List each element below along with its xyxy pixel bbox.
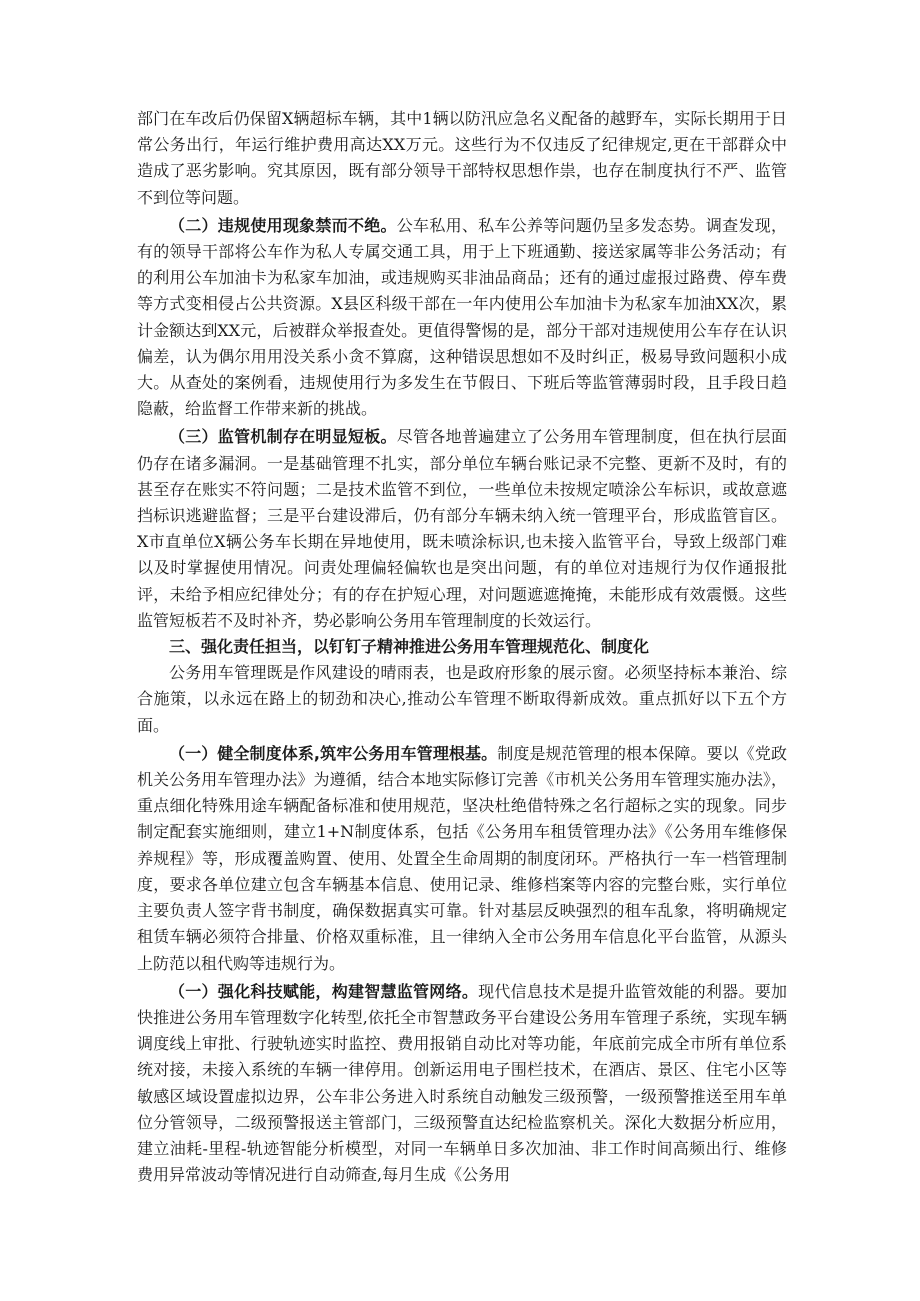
paragraph-continuation — [137, 106, 787, 211]
paragraph-body: 公车私用、私车公养等问题仍呈多发态势。调查发现，有的领导干部将公车作为私人专属交通工具，用于上下班通勤、接送家属等非公务活动；有的利用公车加油卡为私家车加油，或违规购买非油品商品；还有的通过虚报过路费、停车费等方式变相侵占公共资源。X县区科级干部在一年内使用公车加油卡为私家车加油XX次，累计金额达到XX元，后被群众举报查处。更值得警惕的是，部分干部对违规使用公车存在认识偏差，认为偶尔用用没关系小贪不算腐，这种错误思想如不及时纠正，极易导致问题积小成大。从查处的案例看，违规使用行为多发生在节假日、下班后等监管薄弱时段，且手段日趋隐蔽，给监督工作带来新的挑战。 — [137, 215, 787, 419]
measure-body: 现代信息技术是提升监管效能的利器。要加快推进公务用车管理数字化转型,依托全市智慧政务平台建设公务用车管理子系统，实现车辆调度线上审批、行驶轨迹实时监控、费用报销自动比对等功能，年底前完成全市所有单位系统对接，未接入系统的车辆一律停用。创新运用电子围栏技术，在酒店、景区、住宅小区等敏感区域设置虚拟边界，公车非公务进入时系统自动触发三级预警，一级预警推送至用车单位分管领导，二级预警报送主管部门，三级预警直达纪检监察机关。深化大数据分析应用，建立油耗-里程-轨迹智能分析模型，对同一车辆单日多次加油、非工作时间高频出行、维修费用异常波动等情况进行自动筛查,每月生成《公务用 — [137, 981, 787, 1185]
paragraph-violation-use — [137, 213, 787, 423]
paragraph-title: （二）违规使用现象禁而不绝。 — [169, 215, 397, 235]
paragraph-body: 尽管各地普遍建立了公务用车管理制度，但在执行层面仍存在诸多漏洞。一是基础管理不扎实，部分单位车辆台账记录不完整、更新不及时，有的甚至存在账实不符问题；二是技术监管不到位，一些单位未按规定喷涂公车标识，或故意遮挡标识逃避监督；三是平台建设滞后，仍有部分车辆未纳入统一管理平台，形成监管盲区。X市直单位X辆公务车长期在异地使用，既未喷涂标识,也未接入监管平台，导致上级部门难以及时掌握使用情况。问责处理偏轻偏软也是突出问题，有的单位对违规行为仅作通报批评，未给予相应纪律处分；有的存在护短心理，对问题遮遮掩掩，未能形成有效震慑。这些监管短板若不及时补齐，势必影响公务用车管理制度的长效运行。 — [137, 427, 787, 630]
paragraph-title: （三）监管机制存在明显短板。 — [169, 427, 397, 447]
measure-body: 制度是规范管理的根本保障。要以《党政机关公务用车管理办法》为遵循，结合本地实际修订完善《市机关公务用车管理实施办法》，重点细化特殊用途车辆配备标准和使用规范，坚决杜绝借特殊之名行超标之实的现象。同步制定配套实施细则，建立1+N制度体系，包括《公务用车租赁管理办法》《公务用车维修保养规程》等，形成覆盖购置、使用、处置全生命周期的制度闭环。严格执行一车一档管理制度，要求各单位建立包含车辆基本信息、使用记录、维修档案等内容的完整台账，实行单位主要负责人签字背书制度，确保数据真实可靠。针对基层反映强烈的租车乱象，将明确规定租赁车辆必须符合排量、价格双重标准，且一律纳入全市公务用车信息化平台监管，从源头上防范以租代购等违规行为。 — [137, 743, 787, 973]
measure-title: （一）健全制度体系,筑牢公务用车管理根基。 — [169, 743, 498, 763]
paragraph-body: 部门在车改后仍保留X辆超标车辆，其中1辆以防汛应急名义配备的越野车，实际长期用于日常公务出行，年运行维护费用高达XX万元。这些行为不仅违反了纪律规定,更在干部群众中造成了恶劣影响。究其原因，既有部分领导干部特权思想作祟，也存在制度执行不严、监管不到位等问题。 — [137, 109, 787, 207]
measure-tech-empowerment — [137, 979, 787, 1189]
paragraph-supervision-gaps — [137, 424, 787, 634]
measure-title: （一）强化科技赋能，构建智慧监管网络。 — [169, 981, 479, 1001]
section-heading: 三、强化责任担当，以钉钉子精神推进公务用车管理规范化、制度化 — [169, 637, 650, 657]
document-page — [137, 106, 787, 1188]
section-intro: 公务用车管理既是作风建设的晴雨表，也是政府形象的展示窗。必须坚持标本兼治、综合施策，以永远在路上的韧劲和决心,推动公车管理不断取得新成效。重点抓好以下五个方面。 — [137, 663, 787, 735]
measure-institutional-system — [137, 741, 787, 977]
